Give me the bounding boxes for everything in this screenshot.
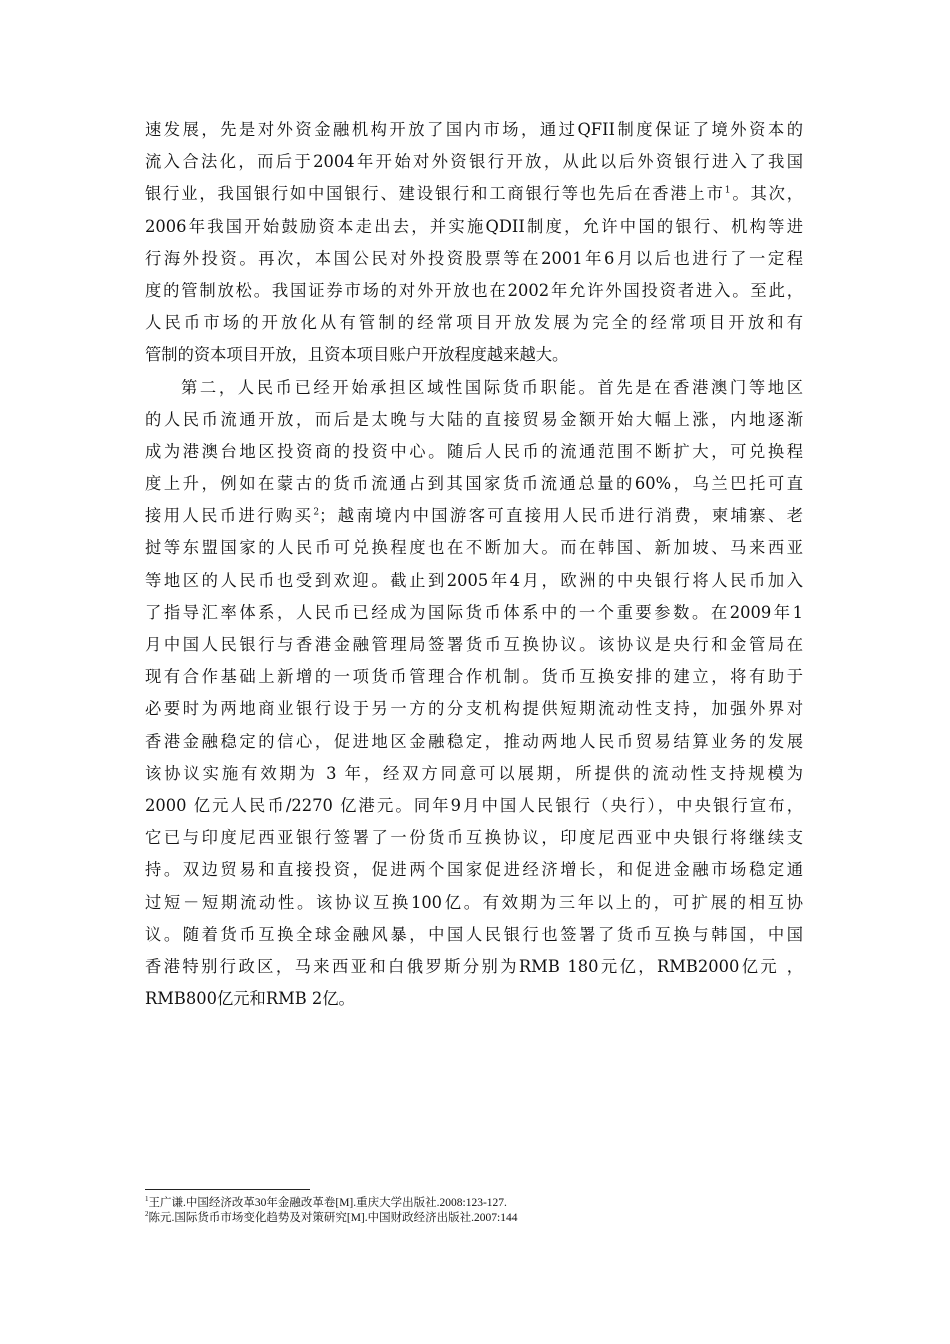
footnote-text: 陈元.国际货币市场变化趋势及对策研究[M].中国财政经济出版社.2007:144 — [148, 1212, 518, 1224]
text-line: 了指导汇率体系，人民币已经成为国际货币体系中的一个重要参数。在2009年1 — [145, 602, 803, 622]
text-line: 必要时为两地商业银行设于另一方的分支机构提供短期流动性支持，加强外界对 — [145, 699, 803, 719]
text-line — [145, 178, 803, 210]
text-line: 该协议实施有效期为 3 年，经双方同意可以展期，所提供的流动性支持规模为 — [145, 763, 803, 783]
text-span: 银行业，我国银行如中国银行、建设银行和工商银行等也先后在香港上市 — [145, 184, 725, 204]
text-span: 。其次， — [730, 184, 803, 204]
paragraph-2 — [145, 372, 803, 1016]
footnote-2 — [145, 1211, 803, 1226]
text-line: RMB800亿元和RMB 2亿。 — [145, 989, 355, 1009]
text-line: 持。双边贸易和直接投资，促进两个国家促进经济增长，和促进金融市场稳定通 — [145, 860, 803, 880]
text-line: 2000 亿元人民币/2270 亿港元。同年9月中国人民银行（央行），中央银行宣布， — [145, 795, 803, 815]
text-line: 议。随着货币互换全球金融风暴，中国人民银行也签署了货币互换与韩国，中国 — [145, 924, 803, 944]
paragraph-1 — [145, 114, 803, 372]
text-line: 过短－短期流动性。该协议互换100亿。有效期为三年以上的，可扩展的相互协 — [145, 892, 803, 912]
body-text — [145, 114, 803, 1015]
text-line — [145, 500, 803, 532]
text-line: 行海外投资。再次，本国公民对外投资股票等在2001年6月以后也进行了一定程 — [145, 248, 803, 268]
text-line: 流入合法化，而后于2004年开始对外资银行开放，从此以后外资银行进入了我国 — [145, 152, 803, 172]
footnote-ref-2[interactable]: 2 — [313, 507, 320, 518]
text-line: 的人民币流通开放，而后是太晚与大陆的直接贸易金额开始大幅上涨，内地逐渐 — [145, 409, 803, 429]
footnote-mark: 1 — [145, 1195, 149, 1204]
footnote-ref-1[interactable]: 1 — [724, 185, 731, 196]
text-line: 等地区的人民币也受到欢迎。截止到2005年4月，欧洲的中央银行将人民币加入 — [145, 570, 803, 590]
text-line: 2006年我国开始鼓励资本走出去，并实施QDII制度，允许中国的银行、机构等进 — [145, 216, 803, 236]
footnotes — [145, 1196, 803, 1226]
text-line: 挝等东盟国家的人民币可兑换程度也在不断加大。而在韩国、新加坡、马来西亚 — [145, 538, 803, 558]
text-line: 度的管制放松。我国证券市场的对外开放也在2002年允许外国投资者进入。至此， — [145, 280, 803, 300]
text-line: 人民币市场的开放化从有管制的经常项目开放发展为完全的经常项目开放和有 — [145, 313, 803, 333]
text-line: 香港特别行政区，马来西亚和白俄罗斯分别为RMB 180元亿，RMB2000亿元 ， — [145, 956, 803, 976]
text-line: 管制的资本项目开放，且资本项目账户开放程度越来越大。 — [145, 345, 569, 365]
text-span: ；越南境内中国游客可直接用人民币进行消费，柬埔寨、老 — [319, 506, 803, 526]
text-line: 它已与印度尼西亚银行签署了一份货币互换协议，印度尼西亚中央银行将继续支 — [145, 828, 803, 848]
text-line: 第二，人民币已经开始承担区域性国际货币职能。首先是在香港澳门等地区 — [181, 377, 803, 397]
text-line: 现有合作基础上新增的一项货币管理合作机制。货币互换安排的建立，将有助于 — [145, 667, 803, 687]
footnote-1 — [145, 1196, 803, 1211]
footnote-mark: 2 — [145, 1210, 149, 1219]
text-line: 成为港澳台地区投资商的投资中心。随后人民币的流通范围不断扩大，可兑换程 — [145, 441, 803, 461]
text-line: 速发展，先是对外资金融机构开放了国内市场，通过QFII制度保证了境外资本的 — [145, 120, 803, 139]
text-line: 度上升，例如在蒙古的货币流通占到其国家货币流通总量的60%，乌兰巴托可直 — [145, 474, 803, 494]
text-span: 接用人民币进行购买 — [145, 506, 314, 526]
footnote-text: 王广谦.中国经济改革30年金融改革卷[M].重庆大学出版社.2008:123-127. — [148, 1197, 507, 1209]
text-line: 月中国人民银行与香港金融管理局签署货币互换协议。该协议是央行和金管局在 — [145, 635, 803, 654]
text-line: 香港金融稳定的信心，促进地区金融稳定，推动两地人民币贸易结算业务的发展 — [145, 731, 803, 751]
footnote-separator — [145, 1189, 310, 1190]
